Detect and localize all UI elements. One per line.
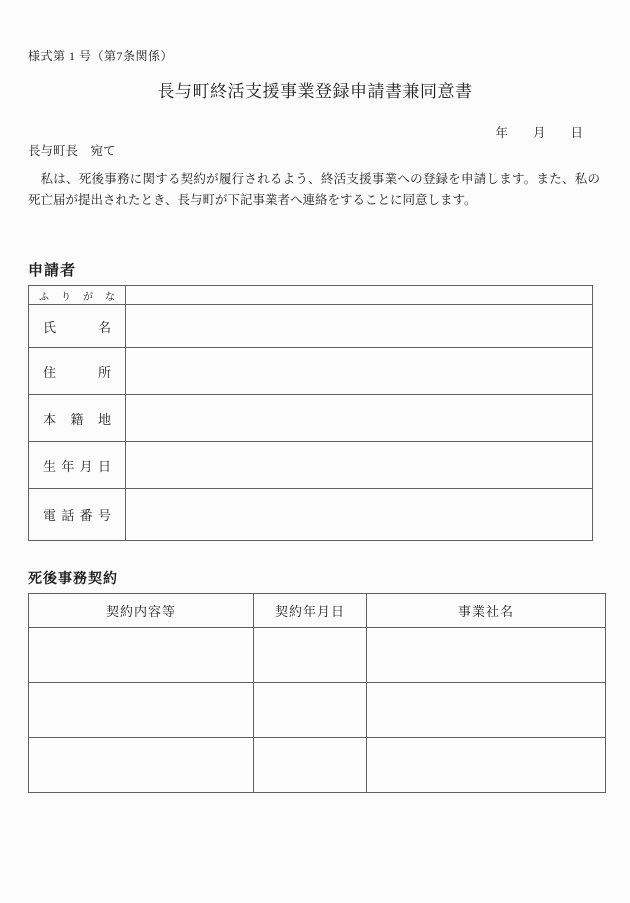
applicant-table <box>28 285 593 541</box>
name-value-cell <box>126 305 593 348</box>
contract-col-header-details: 契約内容等 <box>29 594 254 628</box>
furigana-label: ふりがな <box>29 286 126 305</box>
contract-row <box>29 683 606 738</box>
applicant-row-phone <box>29 489 593 541</box>
contract-section <box>28 568 606 793</box>
contract-cell-company <box>367 738 606 793</box>
form-number: 様式第 1 号（第7条関係） <box>28 49 174 63</box>
contract-section-heading: 死後事務契約 <box>28 572 118 587</box>
phone-value-cell <box>126 489 593 541</box>
name-label: 氏名 <box>29 305 126 348</box>
contract-cell-date <box>254 683 367 738</box>
contract-row <box>29 738 606 793</box>
birthdate-value-cell <box>126 442 593 489</box>
contract-cell-company <box>367 683 606 738</box>
contract-col-header-date: 契約年月日 <box>254 594 367 628</box>
document-title: 長与町終活支援事業登録申請書兼同意書 <box>157 82 473 101</box>
phone-label: 電話番号 <box>29 489 126 541</box>
contract-cell-details <box>29 628 254 683</box>
applicant-row-registered-domicile <box>29 395 593 442</box>
contract-col-header-company: 事業社名 <box>367 594 606 628</box>
contract-cell-details <box>29 683 254 738</box>
date-line: 年 月 日 <box>495 126 583 140</box>
contract-cell-details <box>29 738 254 793</box>
contract-cell-date <box>254 738 367 793</box>
contract-row <box>29 628 606 683</box>
consent-statement: 私は、死後事務に関する契約が履行されるよう、終活支援事業への登録を申請します。また、私の死亡届が提出されたとき、長与町が下記事業者へ連絡をすることに同意します。 <box>28 172 600 207</box>
applicant-section-heading: 申請者 <box>28 263 77 279</box>
contract-header-row <box>29 594 606 628</box>
applicant-row-furigana <box>29 286 593 305</box>
registered-domicile-label: 本籍地 <box>29 395 126 442</box>
applicant-row-address <box>29 348 593 395</box>
furigana-value-cell <box>126 286 593 305</box>
applicant-section <box>28 259 593 541</box>
contract-cell-company <box>367 628 606 683</box>
address-value-cell <box>126 348 593 395</box>
applicant-row-name <box>29 305 593 348</box>
address-label: 住所 <box>29 348 126 395</box>
contract-cell-date <box>254 628 367 683</box>
contract-table <box>28 593 606 793</box>
applicant-row-birthdate <box>29 442 593 489</box>
addressee: 長与町長 宛て <box>28 144 116 158</box>
birthdate-label: 生年月日 <box>29 442 126 489</box>
registered-domicile-value-cell <box>126 395 593 442</box>
